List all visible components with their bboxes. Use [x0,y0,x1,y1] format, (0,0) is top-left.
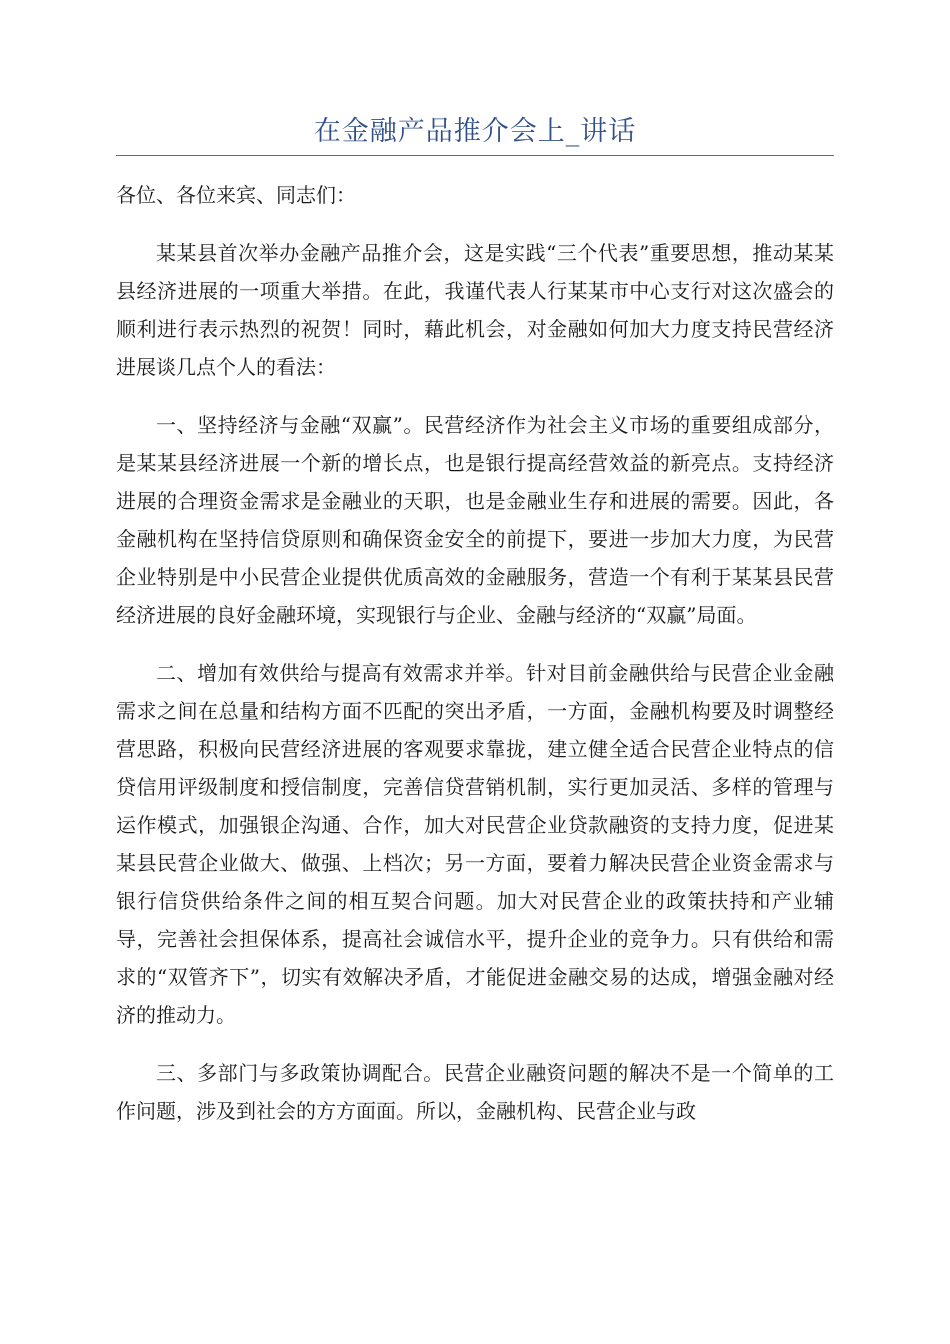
paragraph-point-three: 三、多部门与多政策协调配合。民营企业融资问题的解决不是一个简单的工作问题，涉及到社会的方方面面。所以，金融机构、民营企业与政 [116,1061,834,1123]
document-title: 在金融产品推介会上_讲话 [313,116,637,147]
salutation: 各位、各位来宾、同志们： [116,183,356,207]
document-body [116,176,834,1150]
title-underline [116,155,834,156]
paragraph-intro: 某某县首次举办金融产品推介会，这是实践“三个代表”重要思想，推动某某县经济进展的一项重大举措。在此，我谨代表人行某某市中心支行对这次盛会的顺利进行表示热烈的祝贺！同时，藉此机会，对金融如何加大力度支持民营经济进展谈几点个人的看法： [116,241,834,379]
paragraph-point-two: 二、增加有效供给与提高有效需求并举。针对目前金融供给与民营企业金融需求之间在总量和结构方面不匹配的突出矛盾，一方面，金融机构要及时调整经营思路，积极向民营经济进展的客观要求靠拢，建立健全适合民营企业特点的信贷信用评级制度和授信制度，完善信贷营销机制，实行更加灵活、多样的管理与运作模式，加强银企沟通、合作，加大对民营企业贷款融资的支持力度，促进某某县民营企业做大、做强、上档次；另一方面，要着力解决民营企业资金需求与银行信贷供给条件之间的相互契合问题。加大对民营企业的政策扶持和产业辅导，完善社会担保体系，提高社会诚信水平，提升企业的竞争力。只有供给和需求的“双管齐下”，切实有效解决矛盾，才能促进金融交易的达成，增强金融对经济的推动力。 [116,661,834,1027]
paragraph-point-one: 一、坚持经济与金融“双赢”。民营经济作为社会主义市场的重要组成部分，是某某县经济进展一个新的增长点，也是银行提高经营效益的新亮点。支持经济进展的合理资金需求是金融业的天职，也是金融业生存和进展的需要。因此，各金融机构在坚持信贷原则和确保资金安全的前提下，要进一步加大力度，为民营企业特别是中小民营企业提供优质高效的金融服务，营造一个有利于某某县民营经济进展的良好金融环境，实现银行与企业、金融与经济的“双赢”局面。 [116,413,834,627]
